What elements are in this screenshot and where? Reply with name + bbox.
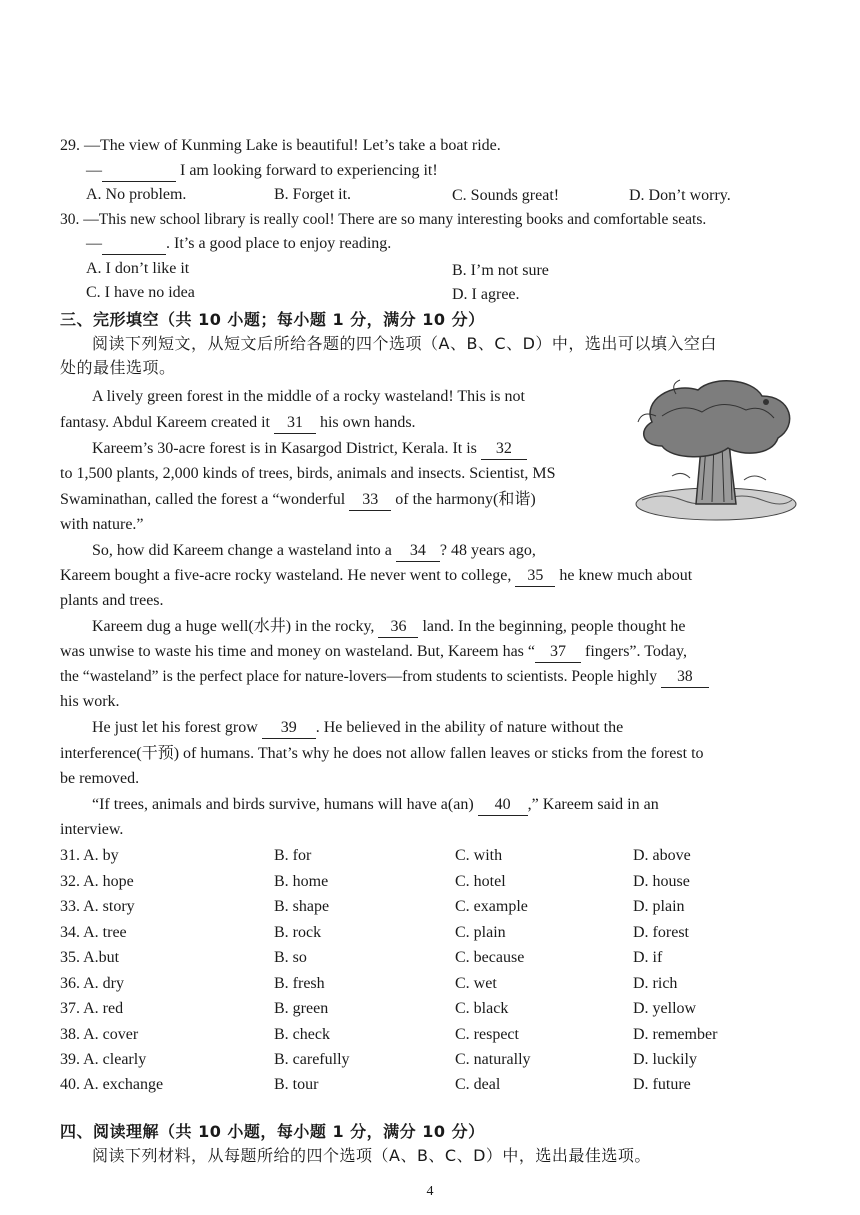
blank-36[interactable]: 36 bbox=[378, 617, 418, 638]
blank-33[interactable]: 33 bbox=[349, 490, 391, 511]
choice-c[interactable]: C. example bbox=[455, 898, 528, 915]
choice-b[interactable]: B. home bbox=[274, 873, 329, 890]
choice-row-39 bbox=[0, 1050, 860, 1072]
passage-text: of the harmony(和谐) bbox=[391, 491, 536, 508]
passage-text: He just let his forest grow bbox=[92, 719, 262, 736]
q30-reply bbox=[86, 234, 391, 255]
choice-c[interactable]: C. respect bbox=[455, 1026, 519, 1043]
choice-row-32 bbox=[0, 872, 860, 894]
passage-p2-line4: with nature.” bbox=[60, 516, 144, 533]
choice-a[interactable]: 36. A. dry bbox=[60, 975, 124, 992]
q29-reply bbox=[86, 161, 438, 182]
choice-a[interactable]: 34. A. tree bbox=[60, 924, 127, 941]
section3-heading: 三、完形填空（共 10 小题；每小题 1 分，满分 10 分） bbox=[60, 310, 485, 329]
choice-b[interactable]: B. rock bbox=[274, 924, 322, 941]
blank-34[interactable]: 34 bbox=[396, 541, 440, 562]
passage-p1-line2 bbox=[60, 413, 416, 434]
blank-39[interactable]: 39 bbox=[262, 718, 316, 739]
passage-p6-line2: interview. bbox=[60, 821, 124, 838]
choice-a[interactable]: 32. A. hope bbox=[60, 873, 134, 890]
choice-d[interactable]: D. future bbox=[633, 1076, 691, 1093]
q29-prompt: 29. —The view of Kunming Lake is beautiful! Let’s take a boat ride. bbox=[60, 137, 501, 154]
choice-a[interactable]: 38. A. cover bbox=[60, 1026, 139, 1043]
page-number: 4 bbox=[426, 1184, 434, 1199]
choice-d[interactable]: D. yellow bbox=[633, 1000, 697, 1017]
q30-answer-blank[interactable] bbox=[102, 234, 166, 255]
q30-option-d: D. I agree. bbox=[452, 286, 520, 303]
choice-row-35 bbox=[0, 948, 860, 970]
blank-31[interactable]: 31 bbox=[274, 413, 316, 434]
blank-35[interactable]: 35 bbox=[515, 566, 555, 587]
passage-p4-line3 bbox=[60, 667, 709, 688]
choice-d[interactable]: D. if bbox=[633, 949, 663, 966]
q30-option-c: C. I have no idea bbox=[86, 284, 195, 301]
choice-d[interactable]: D. plain bbox=[633, 898, 685, 915]
choice-b[interactable]: B. check bbox=[274, 1026, 330, 1043]
choice-b[interactable]: B. tour bbox=[274, 1076, 319, 1093]
choice-c[interactable]: C. black bbox=[455, 1000, 509, 1017]
q30-option-a: A. I don’t like it bbox=[86, 260, 190, 277]
choice-d[interactable]: D. remember bbox=[633, 1026, 718, 1043]
passage-text: ? 48 years ago, bbox=[439, 542, 536, 559]
passage-text: Kareem’s 30-acre forest is in Kasargod District, Kerala. It is bbox=[92, 440, 481, 457]
q29-answer-blank[interactable] bbox=[102, 161, 176, 182]
passage-text: ,” Kareem said in an bbox=[527, 796, 659, 813]
passage-p4-line1 bbox=[92, 617, 686, 638]
choice-row-37 bbox=[0, 999, 860, 1021]
q29-reply-suffix: I am looking forward to experiencing it! bbox=[176, 162, 438, 179]
blank-37[interactable]: 37 bbox=[535, 642, 581, 663]
passage-text: Swaminathan, called the forest a “wonderful bbox=[60, 491, 350, 508]
choice-d[interactable]: D. luckily bbox=[633, 1051, 697, 1068]
choice-a[interactable]: 33. A. story bbox=[60, 898, 135, 915]
q30-option-b: B. I’m not sure bbox=[452, 262, 549, 279]
tree-illustration-icon bbox=[632, 376, 800, 526]
choice-c[interactable]: C. deal bbox=[455, 1076, 501, 1093]
passage-p2-line3 bbox=[60, 490, 536, 511]
passage-p4-line2 bbox=[60, 642, 687, 663]
choice-a[interactable]: 35. A.but bbox=[60, 949, 120, 966]
passage-text: land. In the beginning, people thought he bbox=[418, 618, 686, 635]
choice-d[interactable]: D. above bbox=[633, 847, 691, 864]
q30-reply-prefix: — bbox=[86, 235, 102, 252]
passage-p5-line2: interference(干预) of humans. That’s why he does not allow fallen leaves or sticks from the forest to bbox=[60, 745, 704, 762]
choice-b[interactable]: B. green bbox=[274, 1000, 329, 1017]
passage-p3-line1 bbox=[92, 541, 536, 562]
passage-p6-line1 bbox=[92, 795, 659, 816]
passage-text: he knew much about bbox=[555, 567, 693, 584]
q30-prompt: 30. —This new school library is really cool! There are so many interesting books and comfortable seats. bbox=[60, 211, 707, 228]
q29-reply-prefix: — bbox=[86, 162, 102, 179]
passage-text: “If trees, animals and birds survive, humans will have a(an) bbox=[92, 796, 478, 813]
choice-a[interactable]: 37. A. red bbox=[60, 1000, 124, 1017]
passage-p5-line3: be removed. bbox=[60, 770, 140, 787]
passage-text: Kareem dug a huge well(水井) in the rocky, bbox=[92, 618, 379, 635]
choice-b[interactable]: B. carefully bbox=[274, 1051, 350, 1068]
passage-p3-line3: plants and trees. bbox=[60, 592, 164, 609]
choice-c[interactable]: C. hotel bbox=[455, 873, 506, 890]
choice-d[interactable]: D. rich bbox=[633, 975, 678, 992]
choice-a[interactable]: 31. A. by bbox=[60, 847, 119, 864]
choice-row-31 bbox=[0, 846, 860, 868]
passage-text: . He believed in the ability of nature without the bbox=[315, 719, 624, 736]
choice-b[interactable]: B. fresh bbox=[274, 975, 325, 992]
passage-p4-line4: his work. bbox=[60, 693, 120, 710]
passage-text: the “wasteland” is the perfect place for nature-lovers—from students to scientists. People highly bbox=[60, 668, 661, 685]
choice-row-34 bbox=[0, 923, 860, 945]
q30-reply-suffix: . It’s a good place to enjoy reading. bbox=[166, 235, 392, 252]
section4-instruction: 阅读下列材料，从每题所给的四个选项（A、B、C、D）中，选出最佳选项。 bbox=[92, 1146, 651, 1165]
choice-d[interactable]: D. forest bbox=[633, 924, 689, 941]
blank-40[interactable]: 40 bbox=[478, 795, 528, 816]
blank-32[interactable]: 32 bbox=[481, 439, 527, 460]
q29-option-a: A. No problem. bbox=[86, 186, 187, 203]
section3-instruction-line2: 处的最佳选项。 bbox=[60, 358, 176, 377]
choice-c[interactable]: C. naturally bbox=[455, 1051, 531, 1068]
choice-d[interactable]: D. house bbox=[633, 873, 690, 890]
choice-b[interactable]: B. so bbox=[274, 949, 307, 966]
passage-text: fingers”. Today, bbox=[581, 643, 687, 660]
choice-a[interactable]: 40. A. exchange bbox=[60, 1076, 164, 1093]
choice-row-33 bbox=[0, 897, 860, 919]
q29-option-c: C. Sounds great! bbox=[452, 187, 560, 204]
passage-text: was unwise to waste his time and money on wasteland. But, Kareem has “ bbox=[60, 643, 535, 660]
passage-p2-line1 bbox=[92, 439, 527, 460]
blank-38[interactable]: 38 bbox=[661, 667, 709, 688]
choice-row-36 bbox=[0, 974, 860, 996]
q29-option-d: D. Don’t worry. bbox=[629, 187, 731, 204]
passage-text: Kareem bought a five-acre rocky wasteland. He never went to college, bbox=[60, 567, 516, 584]
choice-b[interactable]: B. shape bbox=[274, 898, 330, 915]
choice-c[interactable]: C. because bbox=[455, 949, 525, 966]
choice-c[interactable]: C. with bbox=[455, 847, 503, 864]
passage-p3-line2 bbox=[60, 566, 692, 587]
choice-c[interactable]: C. wet bbox=[455, 975, 497, 992]
choice-b[interactable]: B. for bbox=[274, 847, 312, 864]
choice-a[interactable]: 39. A. clearly bbox=[60, 1051, 147, 1068]
passage-p2-line2: to 1,500 plants, 2,000 kinds of trees, birds, animals and insects. Scientist, MS bbox=[60, 465, 556, 482]
choice-row-38 bbox=[0, 1025, 860, 1047]
section3-instruction-line1: 阅读下列短文，从短文后所给各题的四个选项（A、B、C、D）中，选出可以填入空白 bbox=[92, 334, 717, 353]
q29-option-b: B. Forget it. bbox=[274, 186, 352, 203]
passage-p5-line1 bbox=[92, 718, 623, 739]
choice-c[interactable]: C. plain bbox=[455, 924, 506, 941]
passage-text: his own hands. bbox=[315, 414, 416, 431]
passage-p1-line1: A lively green forest in the middle of a rocky wasteland! This is not bbox=[92, 388, 525, 405]
passage-text: So, how did Kareem change a wasteland into a bbox=[92, 542, 396, 559]
section4-heading: 四、阅读理解（共 10 小题，每小题 1 分，满分 10 分） bbox=[60, 1122, 485, 1141]
choice-row-40 bbox=[0, 1075, 860, 1097]
passage-text: fantasy. Abdul Kareem created it bbox=[60, 414, 274, 431]
